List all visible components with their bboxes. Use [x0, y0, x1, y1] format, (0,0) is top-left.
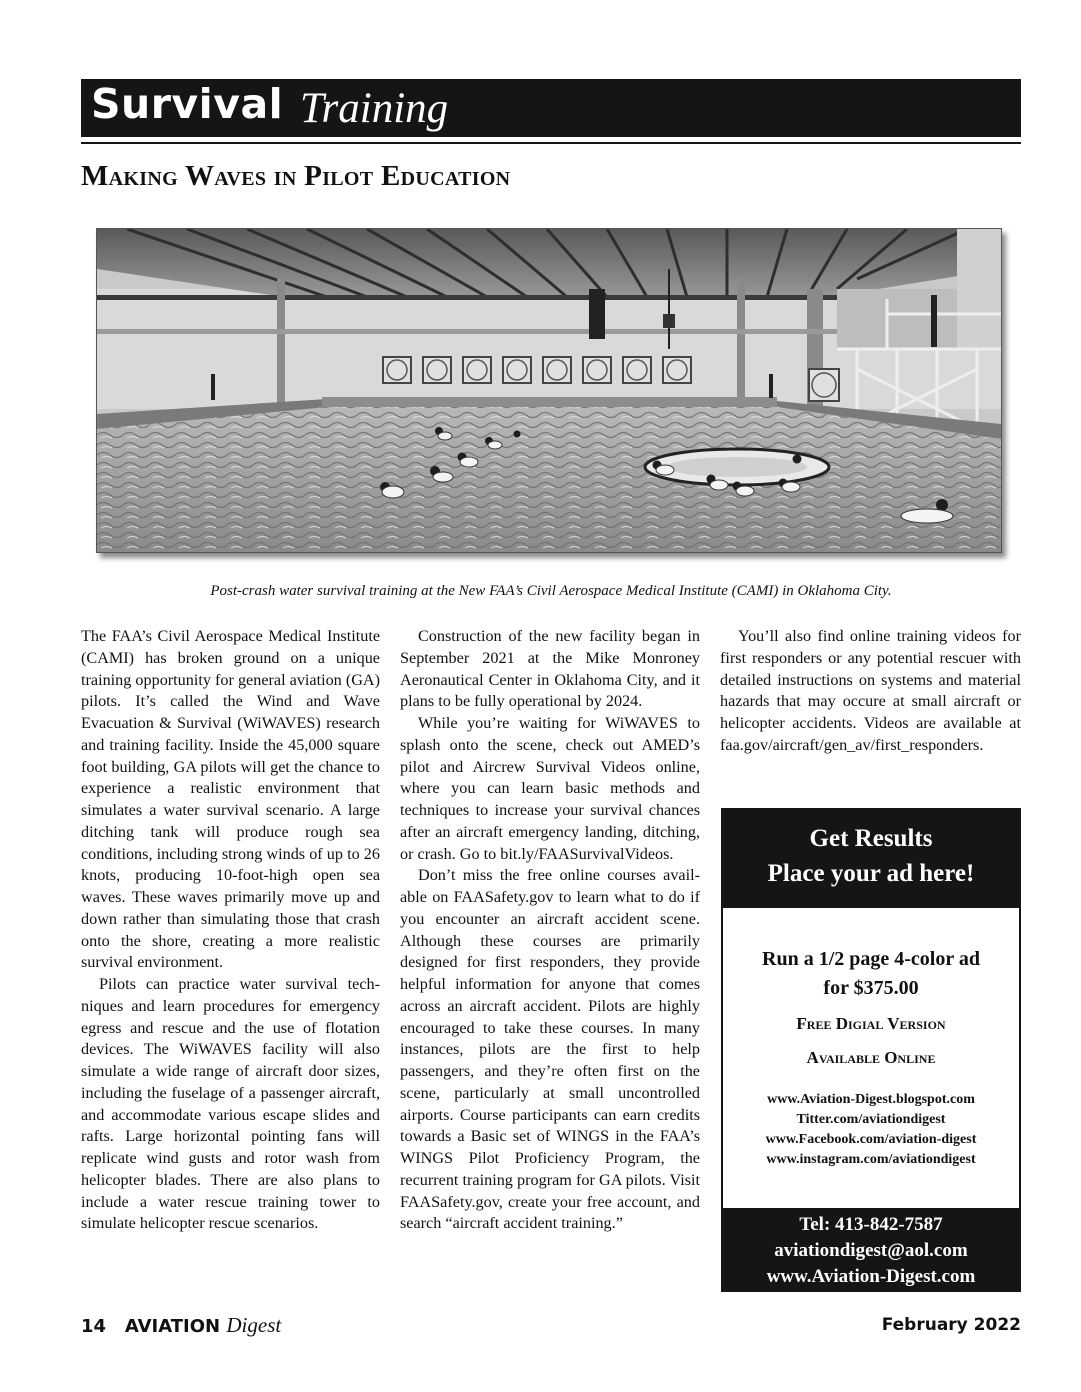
paragraph: Construction of the new facility began in September 2021 at the Mike Monroney Aeronautical Center in Oklahoma City, and it plans to be fully operational by 2024.: [400, 627, 700, 711]
article-column-3: [720, 626, 1021, 757]
ad-link-instagram[interactable]: www.instagram.com/aviationdigest: [766, 1152, 976, 1167]
ad-contact: [723, 1208, 1019, 1292]
advertisement-box: [721, 808, 1021, 1292]
magazine-name: AVIATION: [124, 1316, 221, 1337]
ad-price: for $375.00: [823, 977, 919, 999]
ad-link-facebook[interactable]: www.Facebook.com/aviation-digest: [765, 1132, 977, 1147]
section-title: Survival: [91, 80, 284, 128]
section-title-italic: Training: [300, 85, 449, 132]
paragraph: You’ll also find online training videos for first responders or any potential rescuer with detailed instructions on systems and material hazards that may occure at small aircraft or helicopter accidents. Videos are available at faa.gov/aircraft/gen_av/first_responders.: [720, 627, 1021, 754]
paragraph: The FAA’s Civil Aerospace Medical Institute (CAMI) has broken ground on a unique training opportunity for general aviation (GA) pilots. It’s called the Wind and Wave Evacuation & Survival (WiWAVES) research and training facility. Inside the 45,000 square foot building, GA pilots will get the chance to experience a realistic environment that simulates a water survival scenario. A large ditching tank will produce rough sea conditions, including strong winds of up to 26 knots, producing 10-foot-high open sea waves. These waves primarily move up and down rather than simulating those that crash onto the shore, creating a more realistic survival environment.: [81, 627, 380, 972]
article-headline: Making Waves in Pilot Education: [81, 160, 511, 192]
paragraph: While you’re waiting for WiWAVES to splash onto the scene, check out AMED’s pilot and Aircrew Survival Videos online, where you can learn basic methods and techniques to increase your survival chances after an aircraft emergency landing, ditching, or crash. Go to bit.ly/FAASurvivalVideos.: [400, 714, 700, 863]
survival-training-photo: [96, 228, 1002, 553]
article-column-2: [400, 626, 700, 1235]
ad-headline-2: Place your ad here!: [767, 860, 975, 887]
magazine-name-italic: Digest: [226, 1313, 282, 1337]
ad-website[interactable]: www.Aviation-Digest.com: [766, 1266, 976, 1287]
ad-headline: Get Results: [809, 825, 933, 852]
ad-available-online: Available Online: [806, 1048, 936, 1067]
ad-phone: Tel: 413-842-7587: [799, 1214, 943, 1235]
issue-date: February 2022: [881, 1315, 1021, 1335]
ad-free-version: Free Digial Version: [796, 1014, 946, 1033]
footer-magazine: [81, 1313, 281, 1338]
ad-header: [723, 810, 1019, 908]
ad-link-blog[interactable]: www.Aviation-Digest.blogspot.com: [767, 1092, 975, 1107]
photo-caption: Post-crash water survival training at the New FAA’s Civil Aerospace Medical Institute (CAMI) in Oklahoma City.: [210, 583, 892, 599]
paragraph: Don’t miss the free online courses available on FAASafety.gov to learn what to do if you encounter an aircraft accident scene. Although these courses are primarily designed for first responders, they provide helpful information for anyone that comes across an aircraft accident. Pilots are highly encouraged to take these courses. In many instances, pilots are the first to help passengers, and they’re often first on the scene, particularly at small uncontrolled airports. Course participants can earn credits towards a Basic set of WINGS in the FAA’s WINGS Pilot Proficiency Program, the recurrent training program for GA pilots. Visit FAASafety.gov, create your free account, and search “aircraft accident training.”: [400, 866, 700, 1233]
ad-offer: Run a 1/2 page 4-color ad: [762, 948, 980, 970]
ad-email[interactable]: aviationdigest@aol.com: [774, 1240, 968, 1261]
banner-underline: [81, 142, 1021, 144]
paragraph: Pilots can practice water survival techniques and learn procedures for emergency egress and rescue and the use of flotation devices. The WiWAVES facility will also simulate a wide range of aircraft door sizes, including the fuselage of a passenger aircraft, and accommodate various escape slides and rafts. Large horizontal pointing fans will replicate wind gusts and rotor wash from helicopter blades. There are also plans to include a water rescue training tower to simulate helicopter rescue scenarios.: [81, 975, 380, 1233]
article-column-1: [81, 626, 380, 1235]
ad-link-twitter[interactable]: Titter.com/aviationdigest: [796, 1112, 946, 1127]
page-number: 14: [81, 1316, 107, 1337]
